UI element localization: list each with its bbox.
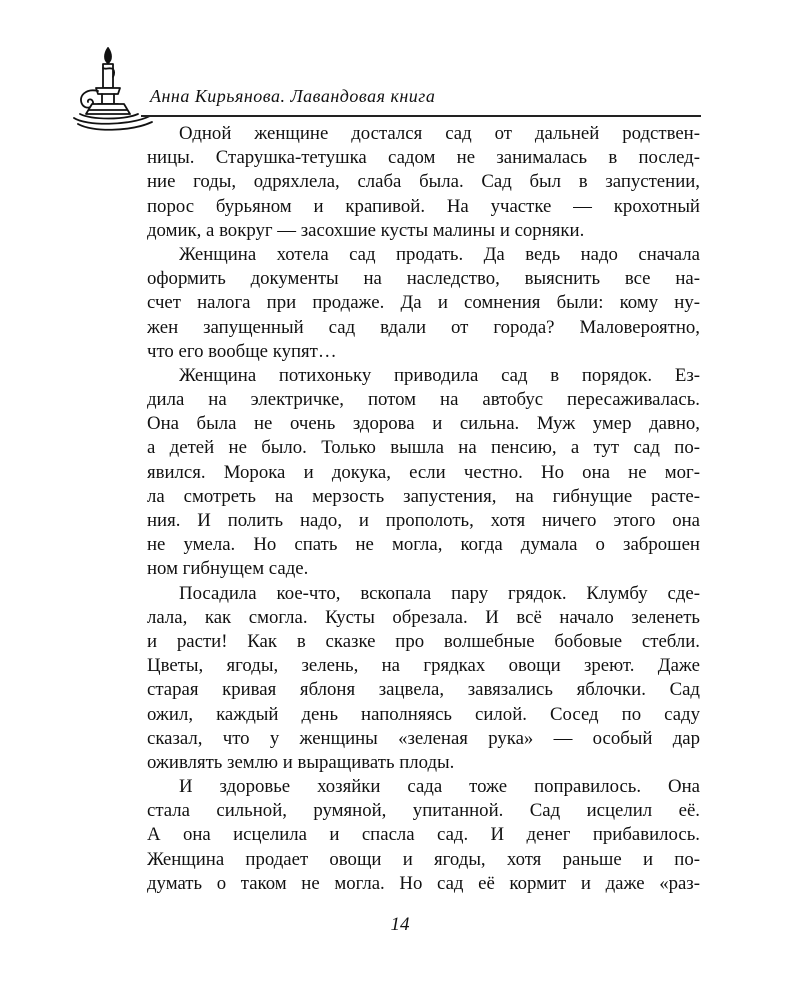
text-line: счет налога при продаже. Да и сомнения были: кому ну- <box>147 292 700 314</box>
text-line: ния. И полить надо, и прополоть, хотя ничего этого она <box>147 510 700 531</box>
text-line: оформить документы на наследство, выяснить все на- <box>147 268 700 290</box>
text-line: домик, а вокруг — засохшие кусты малины и сорняки. <box>147 219 585 241</box>
text-line: и расти! Как в сказке про волшебные бобовые стебли. <box>147 630 700 652</box>
text-line: ницы. Старушка-тетушка садом не занималась в послед- <box>147 147 700 169</box>
text-line: ние годы, одряхлела, слаба была. Сад был в запустении, <box>147 171 700 193</box>
text-line: лала, как смогла. Кусты обрезала. И всё начало зеленеть <box>147 606 700 628</box>
body-text <box>147 122 700 896</box>
text-line: Одной женщине достался сад от дальней родствен- <box>179 123 700 144</box>
candle-icon <box>72 44 156 136</box>
text-line: оживлять землю и выращивать плоды. <box>147 751 455 773</box>
text-line: Женщина потихоньку приводила сад в порядок. Ез- <box>179 364 700 386</box>
text-line: а детей не было. Только вышла на пенсию, а тут сад по- <box>147 437 700 459</box>
text-line: ном гибнущем саде. <box>147 558 309 580</box>
text-line: что его вообще купят… <box>147 340 337 362</box>
text-line: стала сильной, румяной, упитанной. Сад исцелил её. <box>147 800 700 822</box>
text-line: старая кривая яблоня зацвела, завязались яблочки. Сад <box>147 679 700 701</box>
text-line: И здоровье хозяйки сада тоже поправилось. Она <box>179 776 700 798</box>
text-line: ожил, каждый день наполняясь силой. Сосед по саду <box>147 703 700 725</box>
text-line: дила на электричке, потом на автобус пересаживалась. <box>147 389 700 411</box>
text-line: думать о таком не могла. Но сад её кормит и даже «раз- <box>147 872 700 894</box>
text-line: Цветы, ягоды, зелень, на грядках овощи зреют. Даже <box>147 655 700 677</box>
text-line: ла смотреть на мерзость запустения, на гибнущие расте- <box>147 485 700 507</box>
page-number: 14 <box>390 914 410 935</box>
text-line: порос бурьяном и крапивой. На участке — крохотный <box>147 195 700 217</box>
text-line: Женщина хотела сад продать. Да ведь надо сначала <box>179 243 700 265</box>
text-line: Посадила кое-что, вскопала пару грядок. Клумбу сде- <box>179 582 700 604</box>
text-line: А она исцелила и спасла сад. И денег прибавилось. <box>147 824 700 846</box>
text-line: явился. Морока и докука, если честно. Но она не мог- <box>147 461 700 483</box>
header-rule <box>141 115 701 117</box>
running-head: Анна Кирьянова. Лавандовая книга <box>150 86 436 106</box>
text-line: Она была не очень здорова и сильна. Муж умер давно, <box>147 413 700 435</box>
text-line: не умела. Но спать не могла, когда думала о заброшен <box>147 534 700 556</box>
text-line: Женщина продает овощи и ягоды, хотя раньше и по- <box>147 848 700 870</box>
text-line: сказал, что у женщины «зеленая рука» — особый дар <box>147 727 700 749</box>
text-line: жен запущенный сад вдали от города? Маловероятно, <box>147 316 700 338</box>
